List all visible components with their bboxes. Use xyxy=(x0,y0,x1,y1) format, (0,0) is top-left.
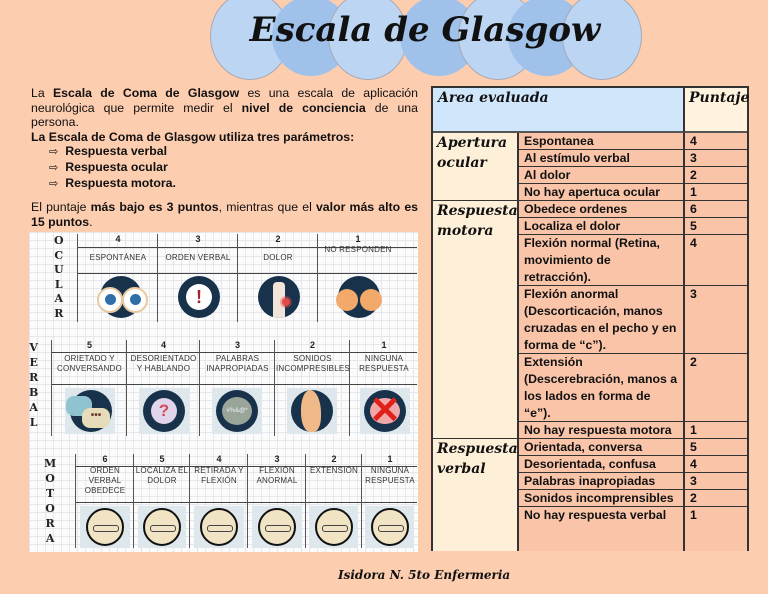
ocular-column xyxy=(237,234,318,322)
row-score: 4 xyxy=(685,456,747,473)
bold-text: valor más alto es 15 puntos xyxy=(31,200,418,229)
letter: T xyxy=(46,487,55,500)
row-description: Al dolor xyxy=(517,167,685,184)
side-label-verbal xyxy=(29,340,38,430)
row-score: 3 xyxy=(685,286,747,354)
row-score: 5 xyxy=(685,218,747,235)
column-label: ESPONTÁNEA xyxy=(89,253,147,262)
letter: E xyxy=(29,356,38,369)
score-number: 2 xyxy=(331,454,337,464)
verbal-column xyxy=(274,340,350,436)
arrow-right-icon: ⇨ xyxy=(49,177,59,190)
verbal-column xyxy=(199,340,275,436)
body-posture-icon xyxy=(86,508,124,546)
row-score: 2 xyxy=(685,490,747,507)
motora-column xyxy=(189,454,248,548)
score-number: 3 xyxy=(274,454,280,464)
side-label-ocular xyxy=(54,234,64,321)
symbols-glyph: #%&@* xyxy=(222,397,252,425)
side-label-motora xyxy=(44,456,56,546)
letter: O xyxy=(45,472,55,485)
body-posture-icon xyxy=(200,508,238,546)
chat-bubbles-icon: ••• xyxy=(70,390,112,432)
row-description: Localiza el dolor xyxy=(517,218,685,235)
row-description: Espontanea xyxy=(517,133,685,150)
row-description: Obedece ordenes xyxy=(517,201,685,218)
letter: L xyxy=(54,277,63,291)
ocular-column xyxy=(157,234,238,322)
score-number: 5 xyxy=(86,340,92,350)
column-label: NINGUNA RESPUESTA xyxy=(365,466,415,485)
page-title: Escala de Glasgow xyxy=(249,10,601,50)
param-label: Respuesta verbal xyxy=(65,144,168,159)
score-number: 2 xyxy=(275,234,281,244)
row-score: 4 xyxy=(685,235,747,286)
hand-pain-icon xyxy=(258,276,300,318)
params-list xyxy=(31,144,418,191)
score-number: 3 xyxy=(195,234,201,244)
score-number: 4 xyxy=(216,454,222,464)
arrow-right-icon: ⇨ xyxy=(49,146,59,159)
text: , mientras que el xyxy=(218,200,316,215)
body-posture-icon xyxy=(371,508,409,546)
row-score: 1 xyxy=(685,422,747,439)
verbal-section xyxy=(51,340,417,436)
params-heading: La Escala de Coma de Glasgow utiliza tres parámetros: xyxy=(31,129,355,144)
row-description: Desorientada, confusa xyxy=(517,456,685,473)
body-posture-icon xyxy=(258,508,296,546)
text: es una escala de aplicación neurológica que permite medir el xyxy=(31,86,418,115)
area-label: Respuesta verbal xyxy=(433,439,517,551)
score-number: 5 xyxy=(159,454,165,464)
score-number: 1 xyxy=(387,454,393,464)
letter: L xyxy=(29,416,38,429)
row-score: 4 xyxy=(685,133,747,150)
row-score: 3 xyxy=(685,473,747,490)
column-label: PALABRAS INAPROPIADAS xyxy=(206,354,269,373)
row-description: Flexión anormal (Descorticación, manos cruzadas en el pecho y en forma de “c”). xyxy=(517,286,685,354)
body-posture-icon xyxy=(315,508,353,546)
column-label: ORIETADO Y CONVERSANDO xyxy=(57,354,122,373)
crossed-mouth-icon: ✕ xyxy=(364,390,406,432)
question-bubble-icon: ? xyxy=(143,390,185,432)
column-label: LOCALIZA EL DOLOR xyxy=(135,466,189,485)
column-label: RETIRADA Y FLEXIÓN xyxy=(194,466,244,485)
text: El puntaje xyxy=(31,200,91,215)
verbal-column xyxy=(349,340,418,436)
score-number: 1 xyxy=(381,340,387,350)
list-item xyxy=(49,160,418,176)
row-score: 2 xyxy=(685,167,747,184)
score-number: 4 xyxy=(160,340,166,350)
param-label: Respuesta motora. xyxy=(65,175,176,190)
text: de una persona. xyxy=(31,100,418,130)
letter: R xyxy=(29,371,39,384)
row-description: Al estímulo verbal xyxy=(517,150,685,167)
column-label: SONIDOS INCOMPRESIBLES xyxy=(276,354,350,373)
verbal-column xyxy=(51,340,127,436)
intro-text xyxy=(31,86,418,229)
letter: B xyxy=(29,386,39,399)
bold-text: Escala de Coma de Glasgow xyxy=(52,86,240,100)
row-description: Orientada, conversa xyxy=(517,439,685,456)
header-area: Area evaluada xyxy=(433,88,685,133)
motora-column xyxy=(305,454,362,548)
exclamation-bubble-icon: ! xyxy=(178,276,220,318)
letter: O xyxy=(54,234,64,247)
list-item xyxy=(49,176,418,192)
ocular-column xyxy=(77,234,158,322)
row-description: Sonidos incomprensibles xyxy=(517,490,685,507)
intro-paragraph xyxy=(31,86,418,130)
row-description: Flexión normal (Retina, movimiento de retracción). xyxy=(517,235,685,286)
symbols-bubble-icon xyxy=(216,390,258,432)
letter: O xyxy=(45,502,55,515)
list-item xyxy=(49,144,418,160)
letter: C xyxy=(54,248,64,262)
row-score: 1 xyxy=(685,184,747,201)
letter: A xyxy=(54,292,64,305)
column-label: ORDEN VERBAL xyxy=(165,253,231,262)
arrow-right-icon: ⇨ xyxy=(49,161,59,174)
column-label: DESORIENTADO Y HABLANDO xyxy=(130,354,197,373)
score-paragraph xyxy=(31,200,418,229)
body-posture-icon xyxy=(143,508,181,546)
author-signature: Isidora N. 5to Enfermeria xyxy=(338,568,511,582)
bold-text: nivel de conciencia xyxy=(241,100,366,115)
glasgow-infographic xyxy=(29,232,418,552)
glasgow-table xyxy=(431,86,749,551)
letter: M xyxy=(44,457,57,470)
bold-text: más bajo es 3 puntos xyxy=(90,200,219,215)
column-label: NO RESPONDEN xyxy=(324,245,392,254)
letter: U xyxy=(54,263,64,276)
letter: R xyxy=(54,306,64,320)
row-description: No hay apertuca ocular xyxy=(517,184,685,201)
motora-column xyxy=(361,454,418,548)
motora-column xyxy=(247,454,306,548)
area-label: Apertura ocular xyxy=(433,133,517,201)
letter: V xyxy=(29,341,38,354)
param-label: Respuesta ocular xyxy=(65,159,168,174)
motora-column xyxy=(75,454,134,548)
score-number: 2 xyxy=(309,340,315,350)
row-score: 5 xyxy=(685,439,747,456)
column-label: NINGUNA RESPUESTA xyxy=(359,354,409,373)
column-label: ORDEN VERBAL OBEDECE xyxy=(84,466,126,495)
score-number: 3 xyxy=(234,340,240,350)
row-score: 1 xyxy=(685,507,747,551)
score-number: 6 xyxy=(102,454,108,464)
column-label: EXTENSIÓN xyxy=(309,466,359,475)
row-description: Palabras inapropiadas xyxy=(517,473,685,490)
letter: A xyxy=(29,401,38,414)
column-label: DOLOR xyxy=(263,253,293,262)
score-number: 1 xyxy=(355,234,361,244)
ear-icon xyxy=(291,390,333,432)
row-description: No hay respuesta verbal xyxy=(517,507,685,551)
row-description: Extensión (Descerebración, manos a los lados en forma de “e”). xyxy=(517,354,685,422)
closed-eyes-icon xyxy=(338,276,380,318)
open-eyes-icon xyxy=(100,276,142,318)
area-label: Respuesta motora xyxy=(433,201,517,439)
ocular-section xyxy=(77,234,417,322)
row-score: 6 xyxy=(685,201,747,218)
score-number: 4 xyxy=(115,234,121,244)
header-score: Puntaje xyxy=(685,88,747,133)
text: La xyxy=(31,86,53,100)
letter: R xyxy=(45,517,55,530)
verbal-column xyxy=(126,340,200,436)
text: . xyxy=(89,214,93,229)
ocular-column xyxy=(317,234,398,322)
column-label: FLEXIÓN ANORMAL xyxy=(256,466,298,485)
letter: A xyxy=(45,532,55,545)
motora-column xyxy=(133,454,190,548)
row-score: 2 xyxy=(685,354,747,422)
row-score: 3 xyxy=(685,150,747,167)
row-description: No hay respuesta motora xyxy=(517,422,685,439)
